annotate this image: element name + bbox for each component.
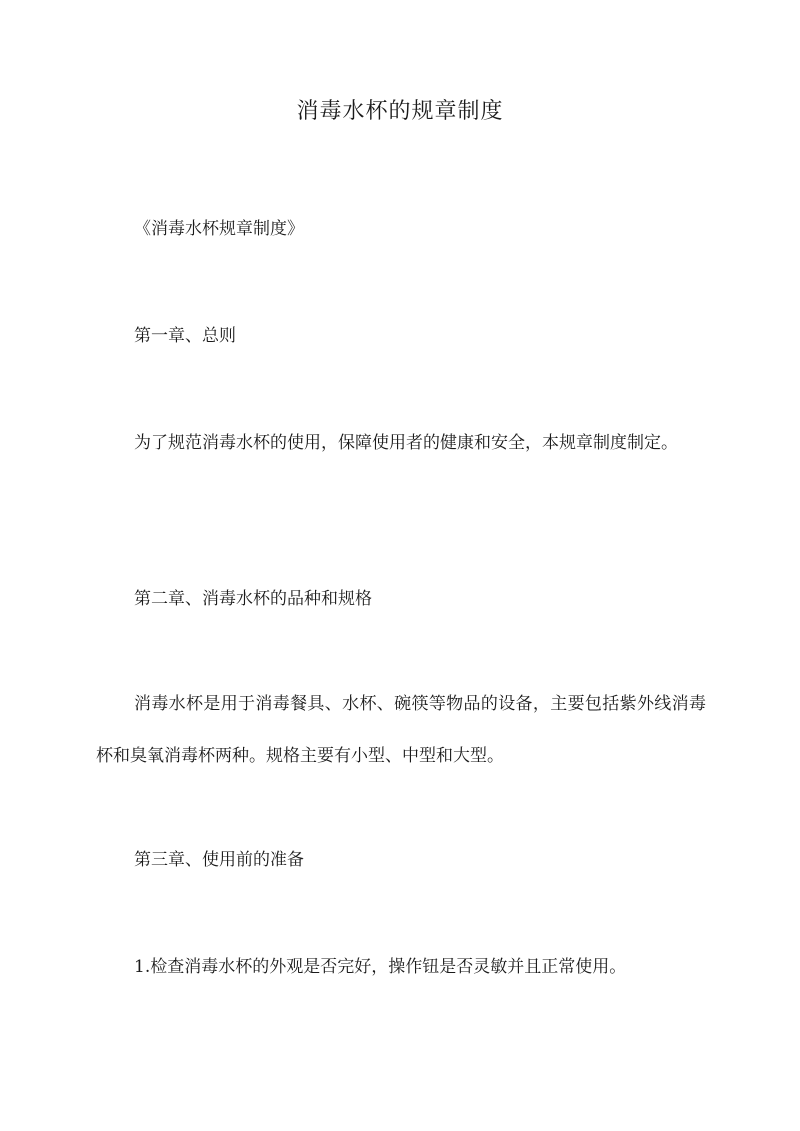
document-title: 消毒水杯的规章制度 — [296, 99, 504, 124]
chapter-2-body: 消毒水杯是用于消毒餐具、水杯、碗筷等物品的设备，主要包括紫外线消毒杯和臭氧消毒杯两种。规格主要有小型、中型和大型。 — [96, 694, 706, 766]
paragraph-book-title: 《消毒水杯规章制度》 — [134, 219, 304, 239]
chapter-1-body: 为了规范消毒水杯的使用，保障使用者的健康和安全，本规章制度制定。 — [134, 433, 678, 453]
chapter-1-heading: 第一章、总则 — [134, 326, 236, 346]
chapter-2-heading: 第二章、消毒水杯的品种和规格 — [134, 589, 372, 609]
chapter-3-heading: 第三章、使用前的准备 — [134, 850, 304, 870]
chapter-3-item-1: 1.检查消毒水杯的外观是否完好，操作钮是否灵敏并且正常使用。 — [134, 957, 627, 977]
